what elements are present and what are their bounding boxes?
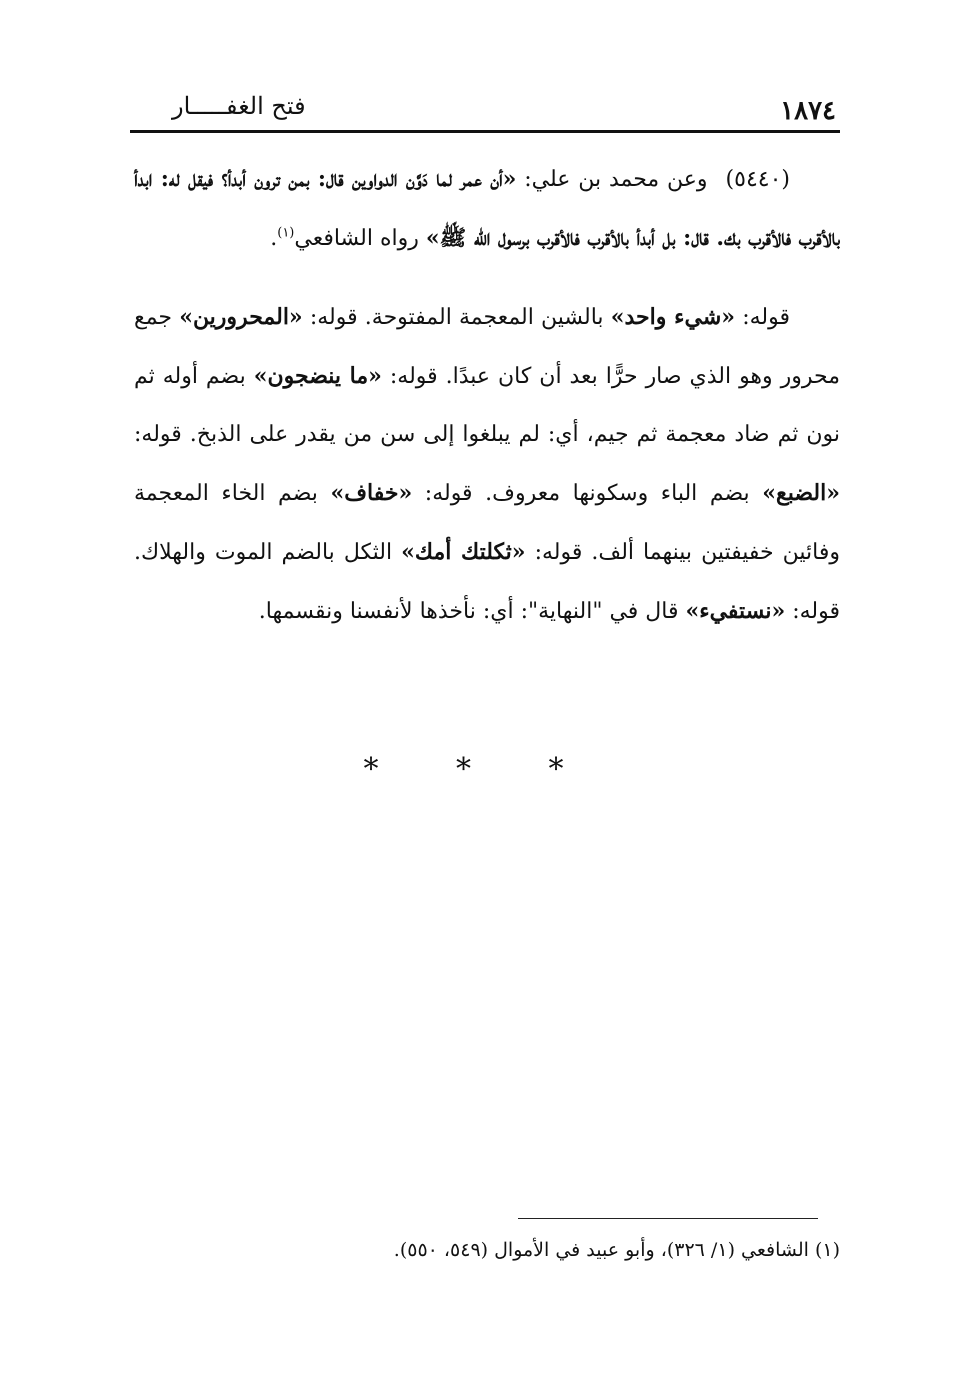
- hadith-source: رواه الشافعي: [294, 226, 426, 251]
- commentary-text: بضم الخاء المعجمة وفائين خفيفتين بينهما ألف. قوله:: [134, 481, 840, 565]
- book-title: فتح الغفـــــار: [172, 92, 306, 120]
- page-number: ١٨٧٤: [780, 96, 836, 126]
- commentary-text: بضم الباء وسكونها معروف. قوله:: [412, 481, 763, 506]
- hadith-intro: وعن محمد بن علي:: [516, 167, 708, 192]
- section-separator: * * *: [363, 752, 598, 787]
- hadith-quote: «أن عمر لما دَوَّن الدواوين قال: بمن ترون أبدأ؟ فيقل له: ابدأ بالأقرب فالأقرب بك. قال: بل أبدأ بالأقرب فالأقرب برسول الله ﷺ»: [134, 166, 840, 251]
- commentary-text: بالشين المعجمة المفتوحة. قوله:: [302, 305, 611, 330]
- commentary-term: «شيء واحد»: [610, 304, 736, 330]
- page-header: [130, 88, 840, 130]
- header-rule: [130, 130, 840, 133]
- footnote-reference: (١): [277, 225, 295, 241]
- commentary-term: «ما ينضجون»: [253, 363, 382, 389]
- hadith-end: .: [270, 226, 278, 251]
- commentary-term: «المحرورين»: [179, 304, 303, 330]
- hadith-number: (٥٤٤٠): [725, 167, 790, 192]
- footnote-rule: [518, 1218, 818, 1219]
- footnote: (١) الشافعي (١/ ٣٢٦)، وأبو عبيد في الأموال (٥٤٩، ٥٥٠).: [393, 1239, 840, 1261]
- hadith-paragraph: [134, 150, 840, 268]
- commentary-text: قوله:: [735, 305, 790, 330]
- commentary-text: جمع محرور وهو الذي صار حرًّا بعد أن كان عبدًا. قوله:: [134, 305, 840, 389]
- main-text: [134, 150, 840, 641]
- commentary-text: الثكل بالضم الموت والهلاك. قوله:: [134, 540, 840, 624]
- commentary-text: قال في "النهاية": أي: نأخذها لأنفسنا ونقسمها.: [258, 599, 686, 624]
- commentary-paragraph: [134, 288, 840, 641]
- commentary-term: «نستفيء»: [685, 598, 786, 624]
- commentary-text: بضم أوله ثم نون ثم ضاد معجمة ثم جيم، أي: لم يبلغوا إلى سن من يقدر على الذبخ. قوله:: [134, 364, 840, 447]
- commentary-term: «الضبع»: [762, 480, 840, 506]
- commentary-term: «خفاف»: [330, 480, 413, 506]
- commentary-term: «ثكلتك أمك»: [401, 539, 526, 565]
